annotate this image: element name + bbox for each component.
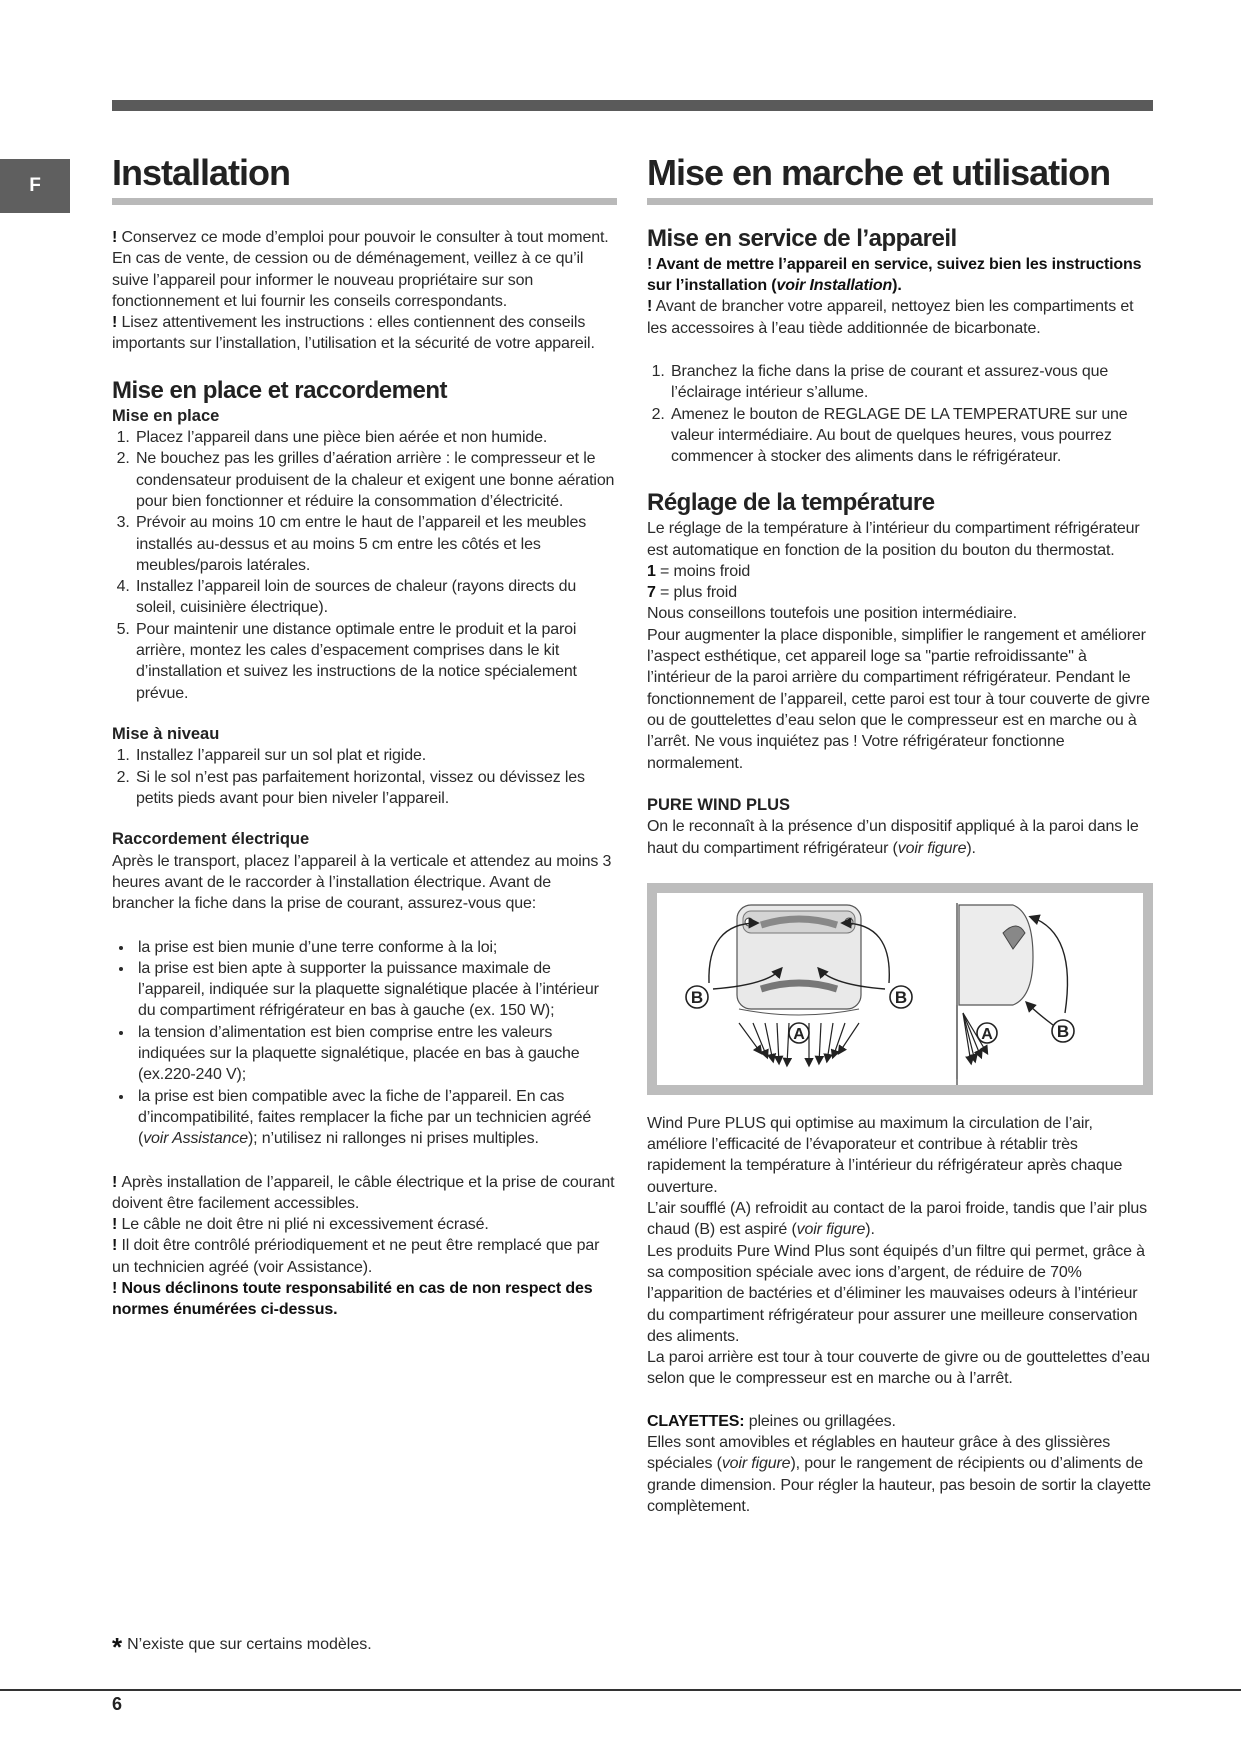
device-side-illustration <box>957 903 1074 1085</box>
list-item: 1. Installez l’appareil sur un sol plat et rigide. <box>134 745 617 766</box>
intro-paragraph: ! Conservez ce mode d’emploi pour pouvoir le consulter à tout moment. En cas de vente, de cession ou de déménagement, veillez à ce qu’il suive l’appareil pour informer le nouveau propriétaire sur son fonctionnement et lui fournir les conseils correspondants. <box>112 229 609 310</box>
liability-warning: ! Nous déclinons toute responsabilité en cas de non respect des normes énumérées ci-dessus. <box>112 1279 593 1319</box>
airflow-diagram <box>657 893 1143 1085</box>
pure-wind-paragraph: Les produits Pure Wind Plus sont équipés d’un filtre qui permet, grâce à sa composition spéciale avec ions d’argent, de réduire de 70% l’apparition de bactéries et d’éliminer les mauvaises odeurs à l’intérieur du compartiment réfrigérateur pour assurer une meilleure conservation des aliments. <box>647 1242 1145 1345</box>
temperature-value: 7 = plus froid <box>647 584 737 602</box>
service-heading: Mise en service de l’appareil <box>647 225 957 252</box>
list-item: • la prise est bien munie d’une terre conforme à la loi; <box>134 937 617 958</box>
pure-wind-figure <box>647 883 1153 1095</box>
service-bold-note: ! Avant de mettre l’appareil en service, suivez bien les instructions sur l’installation (voir Installation). <box>647 255 1142 295</box>
temperature-text: Pour augmenter la place disponible, simplifier le rangement et améliorer l’aspect esthétique, cet appareil loge sa "partie refroidissante" à l’intérieur de la paroi arrière du compartiment réfrigérateur. Pendant le fonctionnement de l’appareil, cette paroi est tour à tour couverte de givre ou de gouttelettes d’eau selon que le compresseur est en marche ou à l’arrêt. Ne vous inquiétez pas ! Votre réfrigérateur fonctionne normalement. <box>647 626 1150 772</box>
bottom-rule <box>0 1689 1241 1691</box>
installation-column <box>112 150 617 1321</box>
placement-list <box>112 427 617 704</box>
placement-heading: Mise en place et raccordement <box>112 376 447 404</box>
warning-text: ! Après installation de l’appareil, le câble électrique et la prise de courant doivent être facilement accessibles. <box>112 1173 615 1212</box>
list-item: 4. Installez l’appareil loin de sources de chaleur (rayons directs du soleil, cuisinière électrique). <box>134 576 617 619</box>
installation-title: Installation <box>112 152 291 193</box>
service-steps <box>647 361 1153 467</box>
service-note: ! Avant de brancher votre appareil, nettoyez bien les compartiments et les accessoires à l’eau tiède additionnée de bicarbonate. <box>647 298 1134 337</box>
temperature-value: 1 = moins froid <box>647 562 751 580</box>
mise-en-place-heading: Mise en place <box>112 406 220 425</box>
clayettes-heading: CLAYETTES: pleines ou grillagées. <box>647 1412 896 1430</box>
leveling-list <box>112 745 617 809</box>
usage-column <box>647 150 1153 1517</box>
device-front-illustration <box>686 905 912 1065</box>
list-item: • la tension d’alimentation est bien comprise entre les valeurs indiquées sur la plaquette signalétique, placée en bas à gauche (ex.220-240 V); <box>134 1022 617 1086</box>
label-b-side: B <box>1056 1021 1070 1041</box>
top-rule <box>112 100 1153 111</box>
list-item: 5. Pour maintenir une distance optimale entre le produit et la paroi arrière, montez les cales d’espacement comprises dans le kit d’installation et suivez les instructions de la notice spécialement prévue. <box>134 619 617 704</box>
title-rule <box>112 198 617 205</box>
temperature-text: Nous conseillons toutefois une position intermédiaire. <box>647 605 1017 623</box>
electrical-checklist <box>112 937 617 1150</box>
list-item: 1. Placez l’appareil dans une pièce bien aérée et non humide. <box>134 427 617 448</box>
list-item: 2. Amenez le bouton de REGLAGE DE LA TEMPERATURE sur une valeur intermédiaire. Au bout de quelques heures, vous pourrez commencer à stocker des aliments dans le réfrigérateur. <box>669 404 1153 468</box>
list-item: 2. Ne bouchez pas les grilles d’aération arrière : le compresseur et le condensateur produisent de la chaleur et exigent une bonne aération pour bien fonctionner et réduire la consommation d’électricité. <box>134 448 617 512</box>
warning-text: ! Il doit être contrôlé prériodiquement et ne peut être remplacé que par un technicien agréé (voir Assistance). <box>112 1237 600 1276</box>
label-a-front: A <box>793 1025 805 1043</box>
pure-wind-heading: PURE WIND PLUS <box>647 795 791 814</box>
page-number: 6 <box>112 1694 123 1714</box>
intro-paragraph: ! Lisez attentivement les instructions : elles contiennent des conseils importants sur l’installation, l’utilisation et la sécurité de votre appareil. <box>112 314 595 353</box>
list-item: • la prise est bien compatible avec la fiche de l’appareil. En cas d’incompatibilité, faites remplacer la fiche par un technicien agréé (voir Assistance); n’utilisez ni rallonges ni prises multiples. <box>134 1086 617 1150</box>
intro-block <box>112 227 617 355</box>
list-item: • la prise est bien apte à supporter la puissance maximale de l’appareil, indiquée sur la plaquette signalétique placée à l’intérieur du compartiment réfrigérateur en bas à gauche (ex. 150 W); <box>134 958 617 1022</box>
label-a-side: A <box>981 1025 993 1043</box>
list-item: 1. Branchez la fiche dans la prise de courant et assurez-vous que l’éclairage intérieur s’allume. <box>669 361 1153 404</box>
temperature-text: Le réglage de la température à l’intérieur du compartiment réfrigérateur est automatique en fonction de la position du bouton du thermostat. <box>647 520 1140 559</box>
clayettes-text: Elles sont amovibles et réglables en hauteur grâce à des glissières spéciales (voir figure), pour le rangement de récipients ou d’aliments de grande dimension. Pour régler la hauteur, pas besoin de sortir la clayette complètement. <box>647 1434 1151 1515</box>
temperature-heading: Réglage de la température <box>647 489 935 517</box>
label-b-left: B <box>690 987 704 1007</box>
warnings-block <box>112 1172 617 1321</box>
electrical-heading: Raccordement électrique <box>112 830 310 849</box>
pure-wind-text: On le reconnaît à la présence d’un dispositif appliqué à la paroi dans le haut du compartiment réfrigérateur (voir figure). <box>647 818 1139 857</box>
pure-wind-paragraph: L’air soufflé (A) refroidit au contact de la paroi froide, tandis que l’air plus chaud (B) est aspiré (voir figure). <box>647 1200 1147 1239</box>
electrical-text: Après le transport, placez l’appareil à la verticale et attendez au moins 3 heures avant de le raccorder à l’installation électrique. Avant de brancher la fiche dans la prise de courant, assurez-vous que: <box>112 852 612 913</box>
list-item: 3. Prévoir au moins 10 cm entre le haut de l’appareil et les meubles installés au-dessus et au moins 5 cm entre les côtés et les meubles/parois latérales. <box>134 512 617 576</box>
list-item: 2. Si le sol n’est pas parfaitement horizontal, vissez ou dévissez les petits pieds avant pour bien niveler l’appareil. <box>134 767 617 810</box>
language-tab: F <box>0 159 70 213</box>
warning-text: ! Le câble ne doit être ni plié ni excessivement écrasé. <box>112 1216 489 1234</box>
usage-title: Mise en marche et utilisation <box>647 152 1111 193</box>
pure-wind-paragraph: La paroi arrière est tour à tour couverte de givre ou de gouttelettes d’eau selon que le compresseur est en marche ou à l’arrêt. <box>647 1349 1150 1388</box>
footnote: * N’existe que sur certains modèles. <box>112 1632 372 1662</box>
mise-a-niveau-heading: Mise à niveau <box>112 724 220 743</box>
label-b-right: B <box>894 987 908 1007</box>
title-rule <box>647 198 1153 205</box>
pure-wind-paragraph: Wind Pure PLUS qui optimise au maximum la circulation de l’air, améliore l’efficacité de l’évaporateur et contribue à rétablir très rapidement la température à l’intérieur du réfrigérateur après chaque ouverture. <box>647 1114 1123 1196</box>
